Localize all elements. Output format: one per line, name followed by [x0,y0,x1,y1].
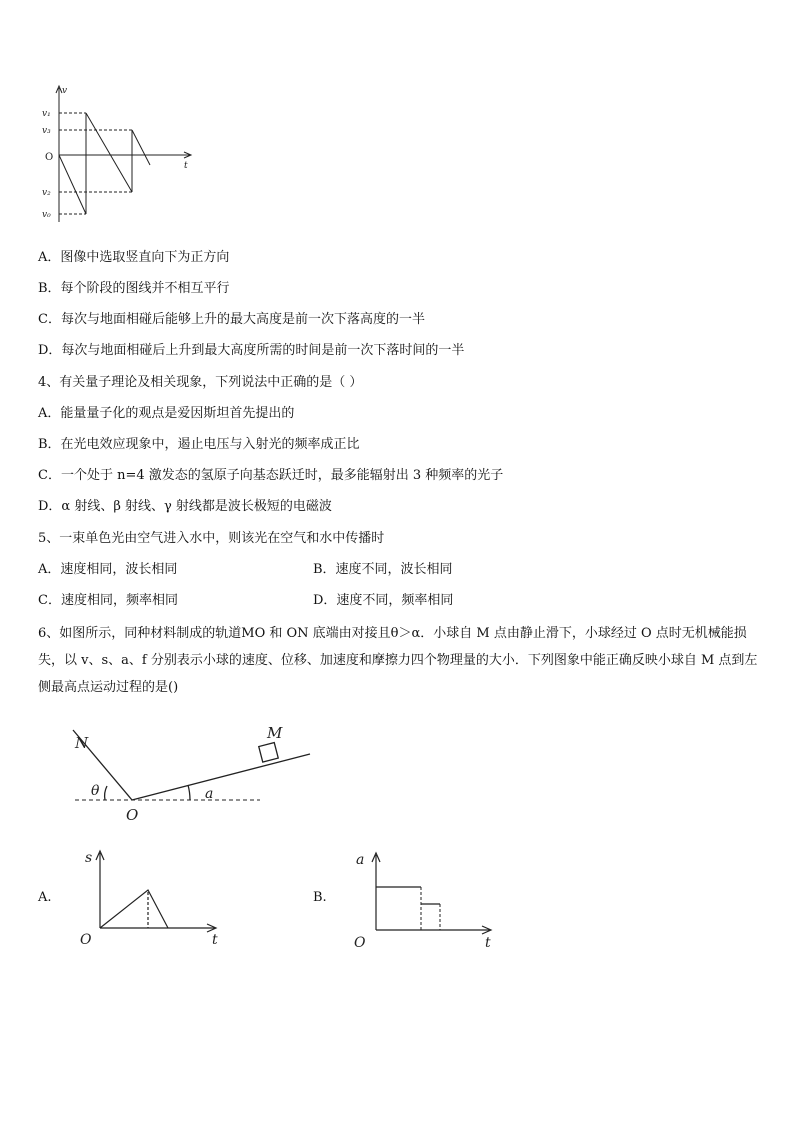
label-M: M [267,724,283,742]
q3-option-d: D．每次与地面相碰后上升到最大高度所需的时间是前一次下落时间的一半 [38,343,465,358]
track-OM [132,754,310,800]
label-alpha: a [205,786,214,802]
graph-segment [59,155,86,214]
label-N: N [75,734,89,752]
a-axis-label: a [356,852,365,868]
q3-option-a: A．图像中选取竖直向下为正方向 [38,250,230,265]
q5-option-a: A．速度相同，波长相同 [38,562,178,577]
q3-option-c: C．每次与地面相碰后能够上升的最大高度是前一次下落高度的一半 [38,312,425,327]
q4-option-c: C．一个处于 n=4 激发态的氢原子向基态跃迁时，最多能辐射出 3 种频率的光子 [38,468,504,483]
tick-label-v0: v₀ [42,210,51,220]
tick-label-v2: v₂ [42,188,51,198]
t-axis-label: t [184,161,188,171]
q5-option-c: C．速度相同，频率相同 [38,593,178,608]
q6-option-b-label: B. [313,890,327,905]
q5-stem: 5、一束单色光由空气进入水中，则该光在空气和水中传播时 [38,531,385,546]
origin-label: O [354,935,366,951]
alpha-arc [188,785,190,800]
q4-stem: 4、有关量子理论及相关现象，下列说法中正确的是（ ） [38,375,363,390]
q6-option-a-graph [75,843,225,948]
origin-label: O [80,932,92,948]
q4-option-b: B．在光电效应现象中，遏止电压与入射光的频率成正比 [38,437,360,452]
origin-label: O [45,152,54,163]
q6-stem: 6、如图所示，同种材料制成的轨道MO 和 ON 底端由对接且θ＞α．小球自 M 点由静止滑下，小球经过 O 点时无机械能损失，以 v、s、a、f 分别表示小球的速度、位移、加速度和摩擦力四个物理量的大小．下列图象中能正确反映小球自 M 点到左侧最高点运动过程的是() [38,626,758,695]
q5-option-d: D．速度不同，频率相同 [313,593,454,608]
graph-segment [86,113,132,192]
q5-option-b: B．速度不同，波长相同 [313,562,453,577]
t-axis-label: t [212,932,218,948]
t-axis-label: t [485,935,491,951]
block-M [259,743,278,762]
graph-segment [132,130,150,165]
q3-option-b: B．每个阶段的图线并不相互平行 [38,281,230,296]
track-figure [45,722,325,832]
vt-graph-figure [30,80,200,225]
q6-option-a-label: A. [38,890,52,905]
s-axis-label: s [85,850,93,866]
v-axis-label: v [62,86,68,96]
tick-label-v1: v₁ [42,109,51,119]
label-O: O [126,806,139,824]
s-t-curve [100,890,168,928]
tick-label-v3: v₃ [42,126,51,136]
q4-option-a: A．能量量子化的观点是爱因斯坦首先提出的 [38,406,295,421]
q6-option-b-graph [350,845,500,953]
q4-option-d: D．α 射线、β 射线、γ 射线都是波长极短的电磁波 [38,499,332,514]
label-theta: θ [91,783,100,799]
theta-arc [105,786,107,800]
